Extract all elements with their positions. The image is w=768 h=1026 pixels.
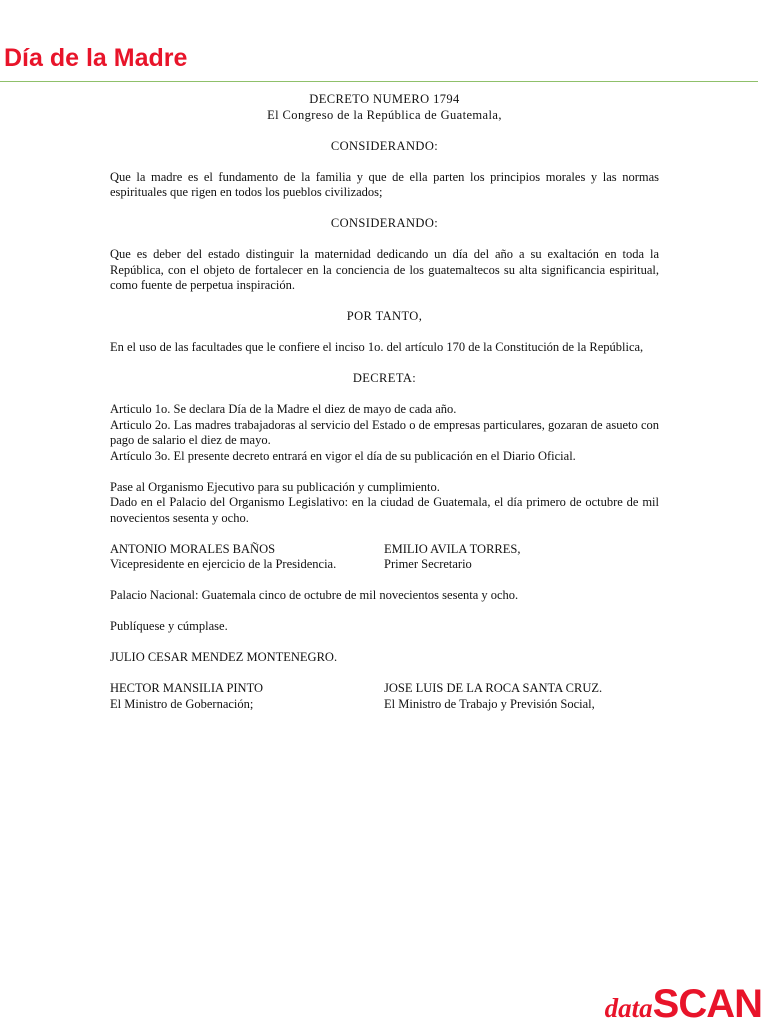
signatory-name: EMILIO AVILA TORRES,: [384, 541, 521, 556]
publiquese-line: Publíquese y cúmplase.: [110, 619, 228, 633]
signatory-name: HECTOR MANSILIA PINTO: [110, 681, 264, 695]
article-2: Articulo 2o. Las madres trabajadoras al servicio del Estado o de empresas particulares, gozaran de asueto con pago de salario el diez de mayo.: [110, 417, 659, 447]
decree-issuer: El Congreso de la República de Guatemala,: [267, 107, 502, 122]
signature-row-2: [110, 681, 659, 712]
datascan-logo: [605, 984, 762, 1024]
decree-document: [110, 92, 659, 712]
article-1: Articulo 1o. Se declara Día de la Madre el diez de mayo de cada año.: [110, 402, 457, 416]
signatory-role: El Ministro de Gobernación;: [110, 696, 254, 711]
logo-large-text: SCAN: [652, 982, 762, 1026]
article-3: Artículo 3o. El presente decreto entrará en vigor el día de su publicación en el Diario Oficial.: [110, 448, 576, 463]
logo-small-text: data: [604, 993, 653, 1023]
dado-paragraph: Dado en el Palacio del Organismo Legislativo: en la ciudad de Guatemala, el día primero de octubre de mil novecientos sesenta y ocho.: [110, 495, 659, 525]
por-tanto-heading: POR TANTO,: [346, 309, 423, 323]
signatory-role: El Ministro de Trabajo y Previsión Social,: [384, 696, 595, 711]
considerando-paragraph-1: Que la madre es el fundamento de la familia y que de ella parten los principios morales y las normas espirituales que rigen en todos los pueblos civilizados;: [110, 169, 659, 199]
president-name: JULIO CESAR MENDEZ MONTENEGRO.: [110, 650, 338, 664]
decree-number: DECRETO NUMERO 1794: [309, 92, 460, 106]
signatory-role: Vicepresidente en ejercicio de la Presidencia.: [110, 557, 337, 571]
signatory-role: Primer Secretario: [384, 557, 472, 571]
signature-row-1: [110, 542, 659, 573]
considerando-heading-1: CONSIDERANDO:: [330, 138, 439, 153]
decreta-heading: DECRETA:: [352, 371, 417, 385]
page-title: Día de la Madre: [4, 44, 188, 72]
signatory-name: JOSE LUIS DE LA ROCA SANTA CRUZ.: [384, 681, 603, 695]
palacio-paragraph: Palacio Nacional: Guatemala cinco de octubre de mil novecientos sesenta y ocho.: [110, 588, 519, 602]
pase-paragraph: Pase al Organismo Ejecutivo para su publicación y cumplimiento.: [110, 479, 440, 494]
considerando-paragraph-2: Que es deber del estado distinguir la maternidad dedicando un día del año a su exaltación en toda la República, con el objeto de fortalecer en la conciencia de los guatemaltecos su alta significancia espiritual, como fuente de perpetua inspiración.: [110, 247, 659, 292]
facultades-paragraph: En el uso de las facultades que le confiere el inciso 1o. del artículo 170 de la Constitución de la República,: [110, 340, 644, 354]
considerando-heading-2: CONSIDERANDO:: [330, 216, 439, 230]
header-divider: [0, 81, 758, 82]
signatory-name: ANTONIO MORALES BAÑOS: [110, 541, 276, 556]
